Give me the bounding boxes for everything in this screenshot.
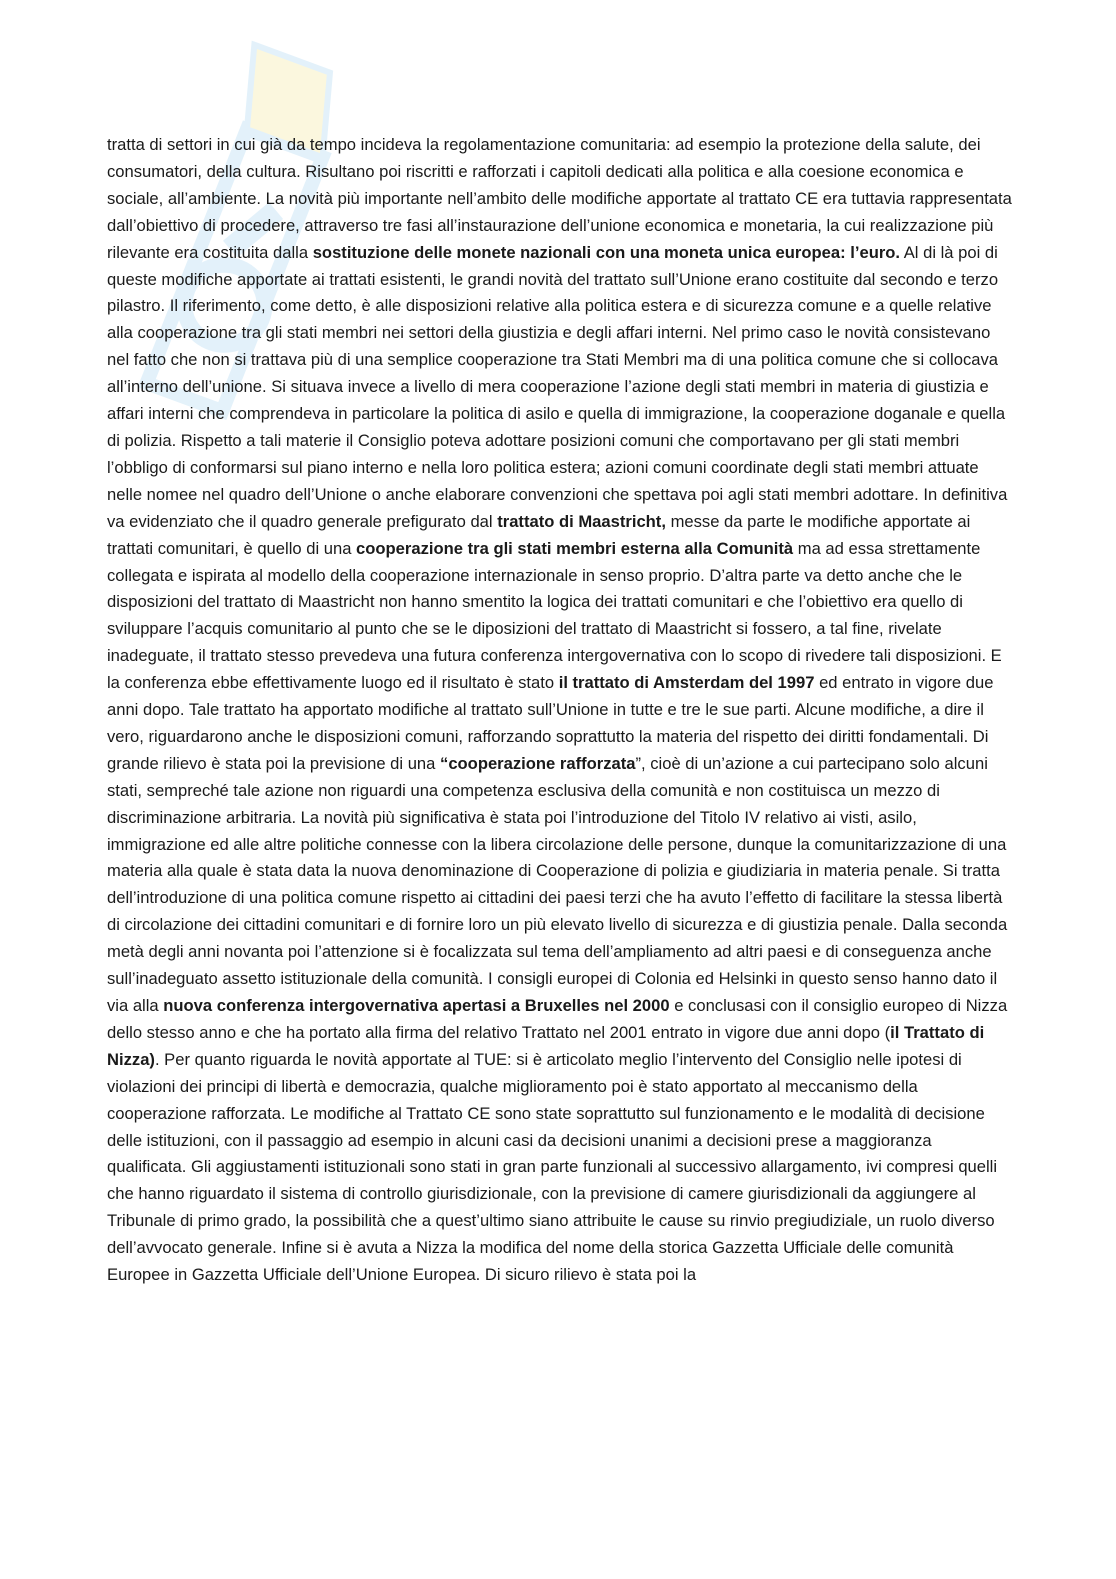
text-segment: ”, cioè di un’azione a cui partecipano solo alcuni stati, sempreché tale azione non riguardi una competenza esclusiva della comunità e non costituisca un mezzo di discriminazione arbitraria. La novità più significativa è stata poi l’introduzione del Titolo IV relativo ai visti, asilo, immigrazione ed alle altre politiche connesse con la libera circolazione delle persone, dunque la comunitarizzazione di una materia alla quale è stata data la nuova denominazione di Cooperazione di polizia e giudiziaria in materia penale. Si tratta dell’introduzione di una politica comune rispetto ai cittadini dei paesi terzi che ha avuto l’effetto di facilitare la stessa libertà di circolazione dei cittadini comunitari e di fornire loro un più elevato livello di sicurezza e di giustizia penale. Dalla seconda metà degli anni novanta poi l’attenzione si è focalizzata sul tema dell’ampliamento ad altri paesi e di conseguenza anche sull’inadeguato assetto istituzionale della comunità. I consigli europei di Colonia ed Helsinki in questo senso hanno dato il via alla: [107, 753, 1008, 1015]
text-segment: messe da parte le modifiche apportate ai trattati comunitari, è quello di una: [107, 511, 971, 558]
text-segment: tratta di settori in cui già da tempo incideva la regolamentazione comunitaria: ad esempio la protezione della salute, dei consumatori, della cultura. Risultano poi riscritti e rafforzati i capitoli dedicati alla politica e alla coesione economica e sociale, all’ambiente. La novità più importante nell’ambito delle modifiche apportate al trattato CE era tuttavia rappresentata dall’obiettivo di procedere, attraverso tre fasi all’instaurazione dell’unione economica e monetaria, la cui realizzazione più rilevante era costituita dalla: [107, 135, 1012, 262]
bold-phrase: nuova conferenza intergovernativa apertasi a Bruxelles nel 2000: [163, 996, 670, 1015]
text-segment: e conclusasi con il consiglio europeo di Nizza dello stesso anno e che ha portato alla firma del relativo Trattato nel 2001 entrato in vigore due anni dopo (: [107, 996, 1008, 1042]
bold-phrase: trattato di Maastricht,: [497, 511, 666, 531]
bold-phrase: cooperazione tra gli stati membri esterna alla Comunità: [356, 538, 794, 558]
bold-phrase: il Trattato di Nizza): [107, 1022, 985, 1069]
text-segment: ma ad essa strettamente collegata e ispirata al modello della cooperazione internazionale in senso proprio. D’altra parte va detto anche che le disposizioni del trattato di Maastricht non hanno smentito la logica dei trattati comunitari e che l’obiettivo era quello di sviluppare l’acquis comunitario al punto che se le diposizioni del trattato di Maastricht si fossero, a tal fine, rivelate inadeguate, il trattato stesso prevedeva una futura conferenza intergovernativa con lo scopo di rivedere tali disposizioni. E la conferenza ebbe effettivamente luogo ed il risultato è stato: [107, 538, 1002, 693]
bold-phrase: sostituzione delle monete nazionali con una moneta unica europea: l’euro.: [312, 242, 901, 262]
bold-phrase: il trattato di Amsterdam del 1997: [558, 673, 815, 693]
text-segment: Al di là poi di queste modifiche apportate ai trattati esistenti, le grandi novità del trattato sull’Unione erano costituite dal secondo e terzo pilastro. Il riferimento, come detto, è alle disposizioni relative alla politica estera e di sicurezza comune e a quelle relative alla cooperazione tra gli stati membri nei settori della giustizia e degli affari interni. Nel primo caso le novità consistevano nel fatto che non si trattava più di una semplice cooperazione tra Stati Membri ma di una politica comune che si collocava all’interno dell’unione. Si situava invece a livello di mera cooperazione l’azione degli stati membri in materia di giustizia e affari interni che comprendeva in particolare la politica di asilo e quella di immigrazione, la cooperazione doganale e quella di polizia. Rispetto a tali materie il Consiglio poteva adottare posizioni comuni che comportavano per gli stati membri l’obbligo di conformarsi sul piano interno e nella loro politica estera; azioni comuni coordinate degli stati membri attuate nelle nomee nel quadro dell’Unione o anche elaborare convenzioni che spettava poi agli stati membri adottare. In definitiva va evidenziato che il quadro generale prefigurato dal: [107, 242, 1008, 531]
text-segment: ed entrato in vigore due anni dopo. Tale trattato ha apportato modifiche al trattato sull’Unione in tutte e tre le sue parti. Alcune modifiche, a dire il vero, riguardarono anche le disposizioni comuni, rafforzando soprattutto la materia del rispetto dei diritti fondamentali. Di grande rilievo è stata poi la previsione di una: [107, 673, 994, 773]
bold-phrase: “cooperazione rafforzata: [440, 753, 636, 773]
text-segment: . Per quanto riguarda le novità apportate al TUE: si è articolato meglio l’intervento del Consiglio nelle ipotesi di violazioni dei principi di libertà e democrazia, qualche miglioramento poi è stato apportato al meccanismo della cooperazione rafforzata. Le modifiche al Trattato CE sono state soprattutto sul funzionamento e le modalità di decisione delle istituzioni, con il passaggio ad esempio in alcuni casi da decisioni unanimi a decisioni prese a maggioranza qualificata. Gli aggiustamenti istituzionali sono stati in gran parte funzionali al successivo allargamento, ivi compresi quelli che hanno riguardato il sistema di controllo giurisdizionale, con la previsione di camere giurisdizionali da aggiungere al Tribunale di primo grado, la possibilità che a quest’ultimo siano attribuite le cause su rinvio pregiudiziale, un ruolo diverso dell’avvocato generale. Infine si è avuta a Nizza la modifica del nome della storica Gazzetta Ufficiale delle comunità Europee in Gazzetta Ufficiale dell’Unione Europea. Di sicuro rilievo è stata poi la: [107, 1049, 998, 1285]
body-paragraph: [107, 132, 1013, 1289]
